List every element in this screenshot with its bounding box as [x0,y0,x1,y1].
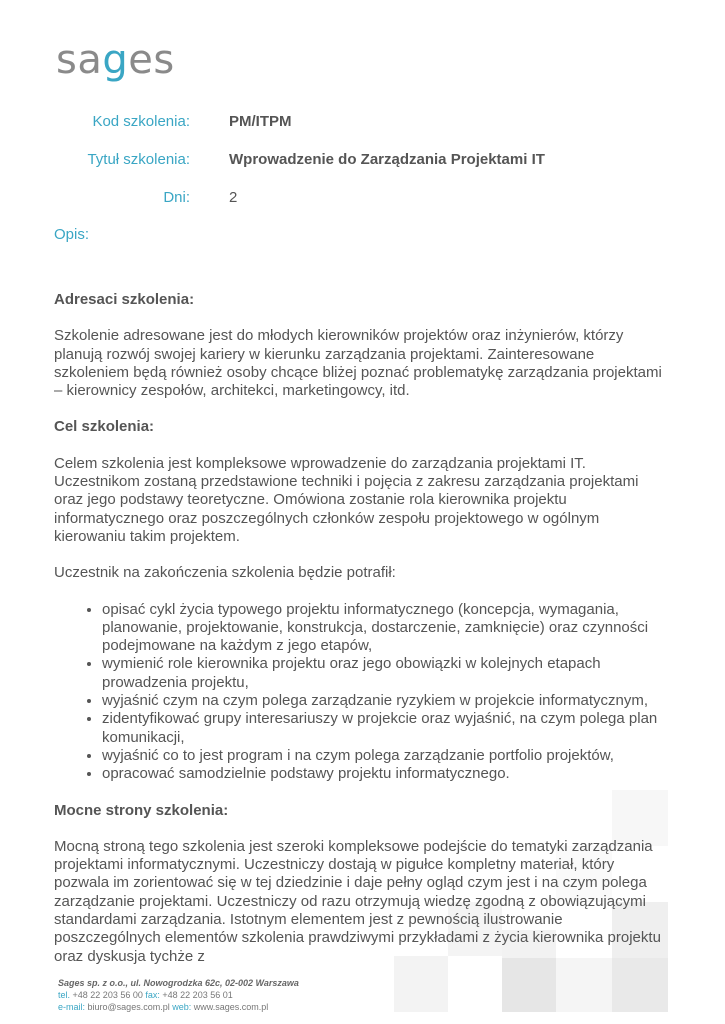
code-label: Kod szkolenia: [92,113,190,130]
email-label: e-mail: [58,1002,86,1012]
footer [58,977,299,1013]
strengths-heading: Mocne strony szkolenia: [54,801,229,819]
footer-contact-line [58,1001,299,1013]
list-item: • wyjaśnić czym na czym polega zarządzanie ryzykiem w projekcie informatycznym, [102,692,666,710]
audience-heading: Adresaci szkolenia: [54,291,195,308]
strengths-text: Mocną stroną tego szkolenia jest szeroki kompleksowe podejście do tematyki zarządzania projektami informatycznymi. Uczestniczy dostają w pigułce kompletny materiał, który pozwala im zorientować się w tej dziedzinie i daje pełny ogląd czym jest i na czym polega zarządzanie projektami. Uczestniczy od razu otrzymują wiedzę zgodną z obowiązującymi standardami zarządzania. Istotnym elementem jest z pewnością ilustrowanie poszczególnych elementów szkolenia prawdziwymi przykładami z życia kierownika projektu oraz dyskusja tychże z [54,837,661,965]
web-link[interactable]: www.sages.com.pl [193,1002,269,1012]
outcomes-list [54,601,666,784]
title-value: Wprowadzenie do Zarządzania Projektami IT [229,151,545,168]
sages-logo: sages [56,37,175,83]
days-label: Dni: [163,189,190,206]
list-item: • zidentyfikować grupy interesariuszy w projekcie oraz wyjaśnić, na czym polega plan komunikacji, [102,710,666,747]
web-label: web: [172,1002,192,1012]
footer-company: Sages sp. z o.o., ul. Nowogrodzka 62c, 02-002 Warszawa [58,978,299,988]
title-label: Tytuł szkolenia: [87,151,190,168]
audience-text: Szkolenie adresowane jest do młodych kierowników projektów oraz inżynierów, którzy planują rozwój swojej kariery w kierunku zarządzania projektami. Zainteresowane szkoleniem będą również osoby chcące bliżej poznać problematykę zarządzania projektami – kierownicy zespołów, architekci, marketingowcy, itd. [54,327,662,400]
list-item: • wymienić role kierownika projektu oraz jego obowiązki w kolejnych etapach prowadzenia projektu, [102,655,666,692]
goal-heading: Cel szkolenia: [54,418,155,436]
list-item: • opracować samodzielnie podstawy projektu informatycznego. [102,765,666,783]
email-link[interactable]: biuro@sages.com.pl [87,1002,170,1012]
footer-phone-line [58,989,299,1001]
outcomes-intro: Uczestnik na zakończenia szkolenia będzie potrafił: [54,564,396,582]
description-label: Opis: [54,226,90,243]
course-content [54,291,666,984]
list-item: • opisać cykl życia typowego projektu informatycznego (koncepcja, wymagania, planowanie, projektowanie, konstrukcja, dostarczenie, zamknięcie) oraz czynności podejmowane na każdym z jego etapów, [102,601,666,656]
list-item: • wyjaśnić co to jest program i na czym polega zarządzanie portfolio projektów, [102,747,666,765]
tel-value: +48 22 203 56 00 [72,990,143,1000]
code-value: PM/ITPM [229,113,292,130]
days-value: 2 [229,189,238,206]
fax-label: fax: [145,990,160,1000]
goal-text: Celem szkolenia jest kompleksowe wprowadzenie do zarządzania projektami IT. Uczestnikom zostaną przedstawione techniki i pojęcia z zakresu zarządzania projektami oraz jego podstawy teoretyczne. Omówiona zostanie rola kierownika projektu informatycznego oraz poszczególnych członków zespołu projektowego w ogólnym kierowaniu takim projektem. [54,454,639,545]
tel-label: tel. [58,990,71,1000]
fax-value: +48 22 203 56 01 [162,990,233,1000]
